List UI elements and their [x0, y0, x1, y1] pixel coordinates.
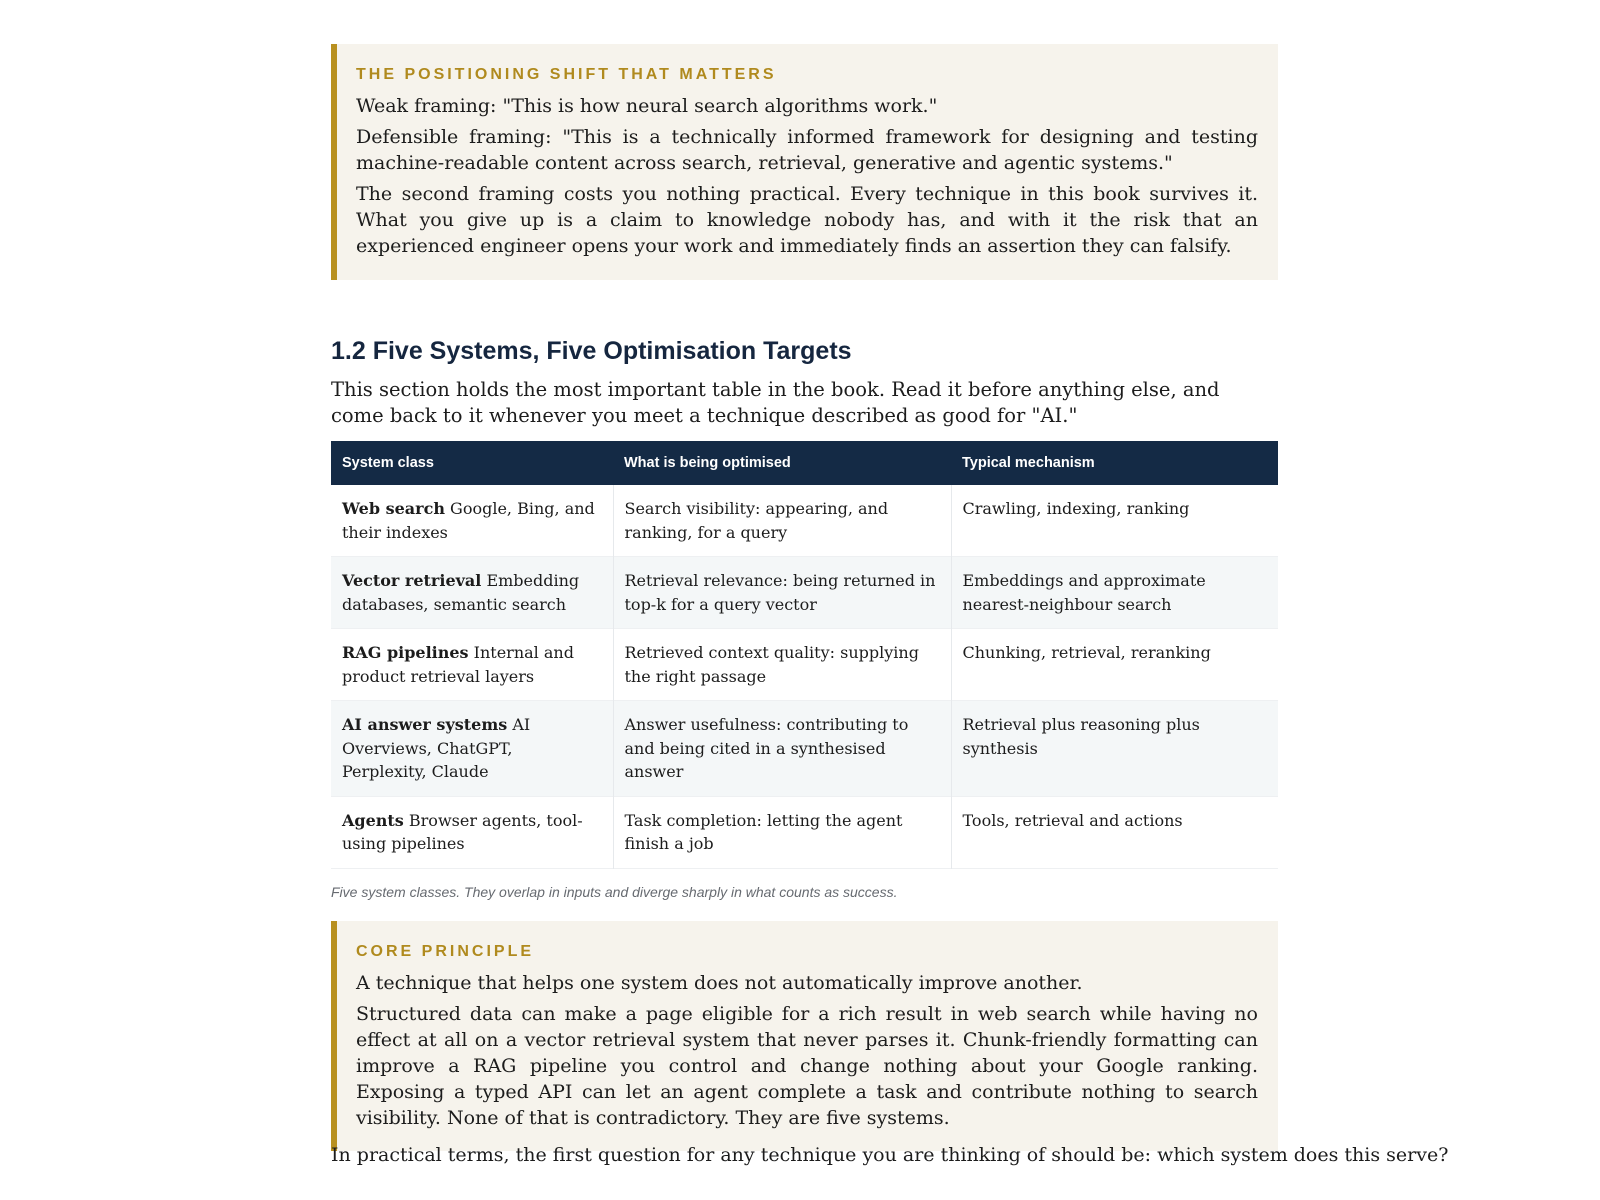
system-cell: [331, 485, 613, 557]
table-row: [331, 796, 1278, 868]
optimised-cell: Retrieved context quality: supplying the right passage: [613, 629, 951, 701]
system-cell: [331, 701, 613, 797]
mechanism-cell: Tools, retrieval and actions: [951, 796, 1278, 868]
optimised-cell: Answer usefulness: contributing to and being cited in a synthesised answer: [613, 701, 951, 797]
callout-paragraph: Structured data can make a page eligible for a rich result in web search while having no effect at all on a vector retrieval system that never parses it. Chunk-friendly formatting can improve a RAG pipeline you control and change nothing about your Google ranking. Exposing a typed API can let an agent complete a task and contribute nothing to search visibility. None of that is contradictory. They are five systems.: [356, 1002, 1258, 1129]
callout-paragraph: Defensible framing: "This is a technically informed framework for designing and testing machine-readable content across search, retrieval, generative and agentic systems.": [356, 126, 1258, 174]
callout-label: CORE PRINCIPLE: [356, 942, 535, 960]
system-cell: [331, 557, 613, 629]
system-examples: Internal and product retrieval layers: [342, 643, 574, 686]
principle-callout: [331, 921, 1278, 1151]
table-row: [331, 629, 1278, 701]
table-row: [331, 557, 1278, 629]
system-name: Vector retrieval: [342, 571, 482, 590]
system-examples: AI Overviews, ChatGPT, Perplexity, Claude: [342, 715, 531, 781]
section-intro: This section holds the most important table in the book. Read it before anything else, and come back to it whenever you meet a technique described as good for "AI.": [331, 378, 1220, 427]
page-content: [331, 44, 1278, 1151]
mechanism-cell: Embeddings and approximate nearest-neighbour search: [951, 557, 1278, 629]
column-header: What is being optimised: [613, 441, 951, 485]
system-name: RAG pipelines: [342, 643, 469, 662]
optimised-cell: Task completion: letting the agent finish a job: [613, 796, 951, 868]
callout-paragraph: The second framing costs you nothing practical. Every technique in this book survives it. What you give up is a claim to knowledge nobody has, and with it the risk that an experienced engineer opens your work and immediately finds an assertion they can falsify.: [356, 183, 1258, 257]
optimised-cell: Retrieval relevance: being returned in top-k for a query vector: [613, 557, 951, 629]
callout-paragraph: A technique that helps one system does not automatically improve another.: [356, 971, 1083, 994]
system-examples: Google, Bing, and their indexes: [342, 499, 595, 542]
table-row: [331, 701, 1278, 797]
optimised-cell: Search visibility: appearing, and ranking, for a query: [613, 485, 951, 557]
system-name: AI answer systems: [342, 715, 508, 734]
system-name: Web search: [342, 499, 445, 518]
mechanism-cell: Retrieval plus reasoning plus synthesis: [951, 701, 1278, 797]
mechanism-cell: Crawling, indexing, ranking: [951, 485, 1278, 557]
table-row: [331, 485, 1278, 557]
system-name: Agents: [342, 810, 404, 830]
callout-label: THE POSITIONING SHIFT THAT MATTERS: [356, 66, 777, 83]
column-header: System class: [331, 441, 613, 485]
column-header: Typical mechanism: [951, 441, 1278, 485]
system-cell: [331, 796, 613, 868]
table-header-row: [331, 441, 1278, 485]
system-cell: [331, 629, 613, 701]
callout-paragraph: Weak framing: "This is how neural search algorithms work.": [356, 95, 938, 117]
table-caption: Five system classes. They overlap in inputs and diverge sharply in what counts as success.: [331, 883, 898, 900]
positioning-callout: [331, 44, 1278, 280]
cutoff-paragraph: [331, 1144, 1449, 1168]
mechanism-cell: Chunking, retrieval, reranking: [951, 629, 1278, 701]
system-examples: Embedding databases, semantic search: [342, 571, 580, 614]
section-heading: 1.2 Five Systems, Five Optimisation Targets: [331, 337, 852, 365]
system-examples: Browser agents, tool-using pipelines: [342, 810, 583, 853]
systems-table: [331, 441, 1278, 869]
cutoff-text: In practical terms, the first question for any technique you are thinking of should be: which system does this serve?: [331, 1144, 1449, 1166]
